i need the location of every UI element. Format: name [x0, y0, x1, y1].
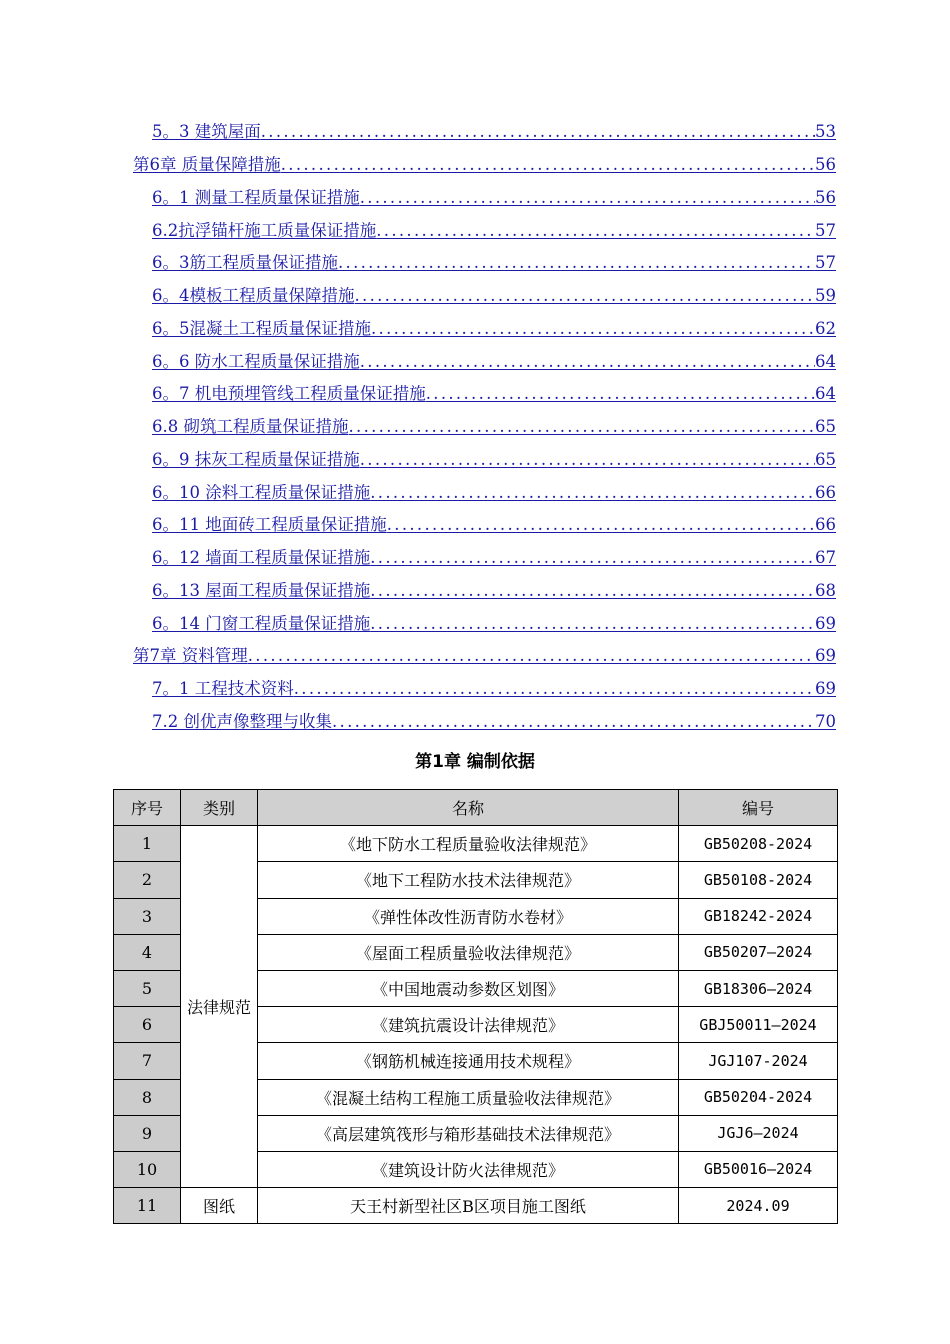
cell-code: GB50016—2024	[679, 1151, 838, 1187]
toc-entry[interactable]	[133, 375, 836, 408]
cell-name: 《建筑设计防火法律规范》	[258, 1151, 679, 1187]
toc-entry-page[interactable]: 66	[815, 515, 836, 535]
toc-entry-page[interactable]: 57	[815, 253, 836, 273]
toc-leader-dots	[376, 223, 815, 245]
chapter-title: 第1章 编制依据	[415, 752, 535, 772]
toc-entry-title[interactable]: 7。1 工程技术资料	[152, 679, 294, 698]
toc-entry-title[interactable]: 第6章 质量保障措施	[133, 155, 281, 174]
toc-entry-title[interactable]: 6。11 地面砖工程质量保证措施	[152, 515, 387, 535]
header-category: 类别	[181, 790, 258, 826]
toc-entry-page[interactable]: 56	[815, 155, 836, 174]
basis-table	[113, 789, 838, 1224]
toc-entry-title[interactable]: 6。4模板工程质量保障措施	[152, 286, 355, 305]
toc-leader-dots	[426, 386, 815, 408]
cell-name: 《弹性体改性沥青防水卷材》	[258, 898, 679, 934]
toc-entry-title[interactable]: 6。9 抹灰工程质量保证措施	[152, 449, 360, 469]
table-row	[114, 826, 838, 862]
toc-entry[interactable]	[133, 342, 836, 375]
toc-leader-dots	[370, 485, 815, 507]
toc-entry-page[interactable]: 70	[815, 711, 836, 731]
toc-entry[interactable]	[133, 604, 836, 637]
toc-entry-title[interactable]: 6。3筋工程质量保证措施	[152, 253, 338, 273]
cell-seq: 4	[114, 934, 181, 970]
toc-entry-title[interactable]: 6。1 测量工程质量保证措施	[152, 187, 360, 207]
toc-entry[interactable]	[133, 572, 836, 605]
cell-code: GB18306—2024	[679, 970, 838, 1006]
toc-entry[interactable]	[133, 113, 836, 146]
cell-name: 《建筑抗震设计法律规范》	[258, 1007, 679, 1043]
toc-entry-title[interactable]: 6.8 砌筑工程质量保证措施	[152, 417, 349, 436]
toc-entry[interactable]	[133, 441, 836, 474]
cell-category: 法律规范	[181, 826, 258, 1188]
cell-code: JGJ107-2024	[679, 1043, 838, 1079]
toc-leader-dots	[370, 616, 815, 638]
toc-leader-dots	[370, 583, 815, 605]
toc-entry-title[interactable]: 6。7 机电预埋管线工程质量保证措施	[152, 384, 426, 404]
cell-seq: 11	[114, 1188, 181, 1224]
toc-entry-title[interactable]: 6。13 屋面工程质量保证措施	[152, 580, 371, 600]
toc-entry-title[interactable]: 6。12 墙面工程质量保证措施	[152, 548, 371, 567]
toc-leader-dots	[281, 157, 815, 179]
toc-entry-page[interactable]: 67	[815, 548, 836, 567]
toc-entry-title[interactable]: 6。6 防水工程质量保证措施	[152, 351, 360, 371]
toc-leader-dots	[332, 714, 815, 736]
toc-leader-dots	[360, 354, 815, 376]
toc-entry[interactable]	[133, 277, 836, 310]
cell-name: 《屋面工程质量验收法律规范》	[258, 934, 679, 970]
cell-name: 《高层建筑筏形与箱形基础技术法律规范》	[258, 1115, 679, 1151]
cell-category: 图纸	[181, 1188, 258, 1224]
cell-code: GB50108-2024	[679, 862, 838, 898]
cell-seq: 10	[114, 1151, 181, 1187]
cell-seq: 6	[114, 1007, 181, 1043]
header-name: 名称	[258, 790, 679, 826]
toc-entry-title[interactable]: 6。10 涂料工程质量保证措施	[152, 482, 371, 502]
toc-entry[interactable]	[133, 506, 836, 539]
cell-code: GB18242-2024	[679, 898, 838, 934]
cell-seq: 1	[114, 826, 181, 862]
cell-code: JGJ6—2024	[679, 1115, 838, 1151]
toc-entry-page[interactable]: 59	[815, 286, 836, 305]
toc-entry[interactable]	[133, 310, 836, 343]
toc-entry[interactable]	[133, 211, 836, 244]
cell-seq: 3	[114, 898, 181, 934]
toc-leader-dots	[338, 255, 815, 277]
toc-entry-page[interactable]: 62	[815, 318, 836, 338]
toc-entry-page[interactable]: 66	[815, 482, 836, 502]
toc-leader-dots	[294, 681, 815, 703]
cell-code: 2024.09	[679, 1188, 838, 1224]
toc-leader-dots	[371, 321, 815, 343]
cell-seq: 8	[114, 1079, 181, 1115]
toc-leader-dots	[349, 419, 816, 441]
toc-leader-dots	[360, 452, 815, 474]
toc-leader-dots	[248, 648, 815, 670]
toc-entry[interactable]	[133, 244, 836, 277]
cell-code: GBJ50011—2024	[679, 1007, 838, 1043]
toc-entry-title[interactable]: 第7章 资料管理	[133, 646, 248, 666]
header-seq: 序号	[114, 790, 181, 826]
toc-leader-dots	[355, 288, 816, 310]
table-of-contents	[133, 113, 836, 735]
toc-leader-dots	[387, 517, 815, 539]
toc-entry-page[interactable]: 69	[815, 646, 836, 666]
toc-entry-page[interactable]: 68	[815, 580, 836, 600]
toc-entry-page[interactable]: 64	[815, 351, 836, 371]
cell-name: 《中国地震动参数区划图》	[258, 970, 679, 1006]
cell-seq: 5	[114, 970, 181, 1006]
toc-entry-title[interactable]: 5。3 建筑屋面	[152, 122, 261, 142]
cell-name: 天王村新型社区B区项目施工图纸	[258, 1188, 679, 1224]
table-header-row	[114, 790, 838, 826]
toc-leader-dots	[370, 550, 815, 572]
cell-name: 《钢筋机械连接通用技术规程》	[258, 1043, 679, 1079]
toc-entry-title[interactable]: 7.2 创优声像整理与收集	[152, 711, 332, 731]
cell-seq: 2	[114, 862, 181, 898]
header-code: 编号	[679, 790, 838, 826]
cell-code: GB50204-2024	[679, 1079, 838, 1115]
toc-entry[interactable]	[133, 539, 836, 572]
toc-entry[interactable]	[133, 179, 836, 212]
cell-seq: 7	[114, 1043, 181, 1079]
toc-entry-title[interactable]: 6。14 门窗工程质量保证措施	[152, 613, 371, 633]
toc-entry[interactable]	[133, 703, 836, 736]
toc-entry-page[interactable]: 69	[815, 679, 836, 698]
cell-code: GB50208-2024	[679, 826, 838, 862]
cell-name: 《混凝土结构工程施工质量验收法律规范》	[258, 1079, 679, 1115]
cell-code: GB50207—2024	[679, 934, 838, 970]
toc-leader-dots	[360, 190, 815, 212]
toc-entry-page[interactable]: 57	[815, 220, 836, 240]
toc-entry[interactable]	[133, 408, 836, 441]
toc-entry[interactable]	[133, 146, 836, 179]
toc-entry-title[interactable]: 6。5混凝土工程质量保证措施	[152, 318, 371, 338]
toc-entry-page[interactable]: 69	[815, 613, 836, 633]
toc-entry[interactable]	[133, 473, 836, 506]
cell-seq: 9	[114, 1115, 181, 1151]
toc-leader-dots	[261, 124, 815, 146]
toc-entry-page[interactable]: 65	[815, 417, 836, 436]
cell-name: 《地下工程防水技术法律规范》	[258, 862, 679, 898]
toc-entry-page[interactable]: 53	[815, 122, 836, 142]
cell-name: 《地下防水工程质量验收法律规范》	[258, 826, 679, 862]
toc-entry[interactable]	[133, 670, 836, 703]
toc-entry[interactable]	[133, 637, 836, 670]
toc-entry-page[interactable]: 65	[815, 449, 836, 469]
toc-entry-page[interactable]: 64	[815, 384, 836, 404]
toc-entry-title[interactable]: 6.2抗浮锚杆施工质量保证措施	[152, 220, 377, 240]
table-row	[114, 1188, 838, 1224]
toc-entry-page[interactable]: 56	[815, 187, 836, 207]
